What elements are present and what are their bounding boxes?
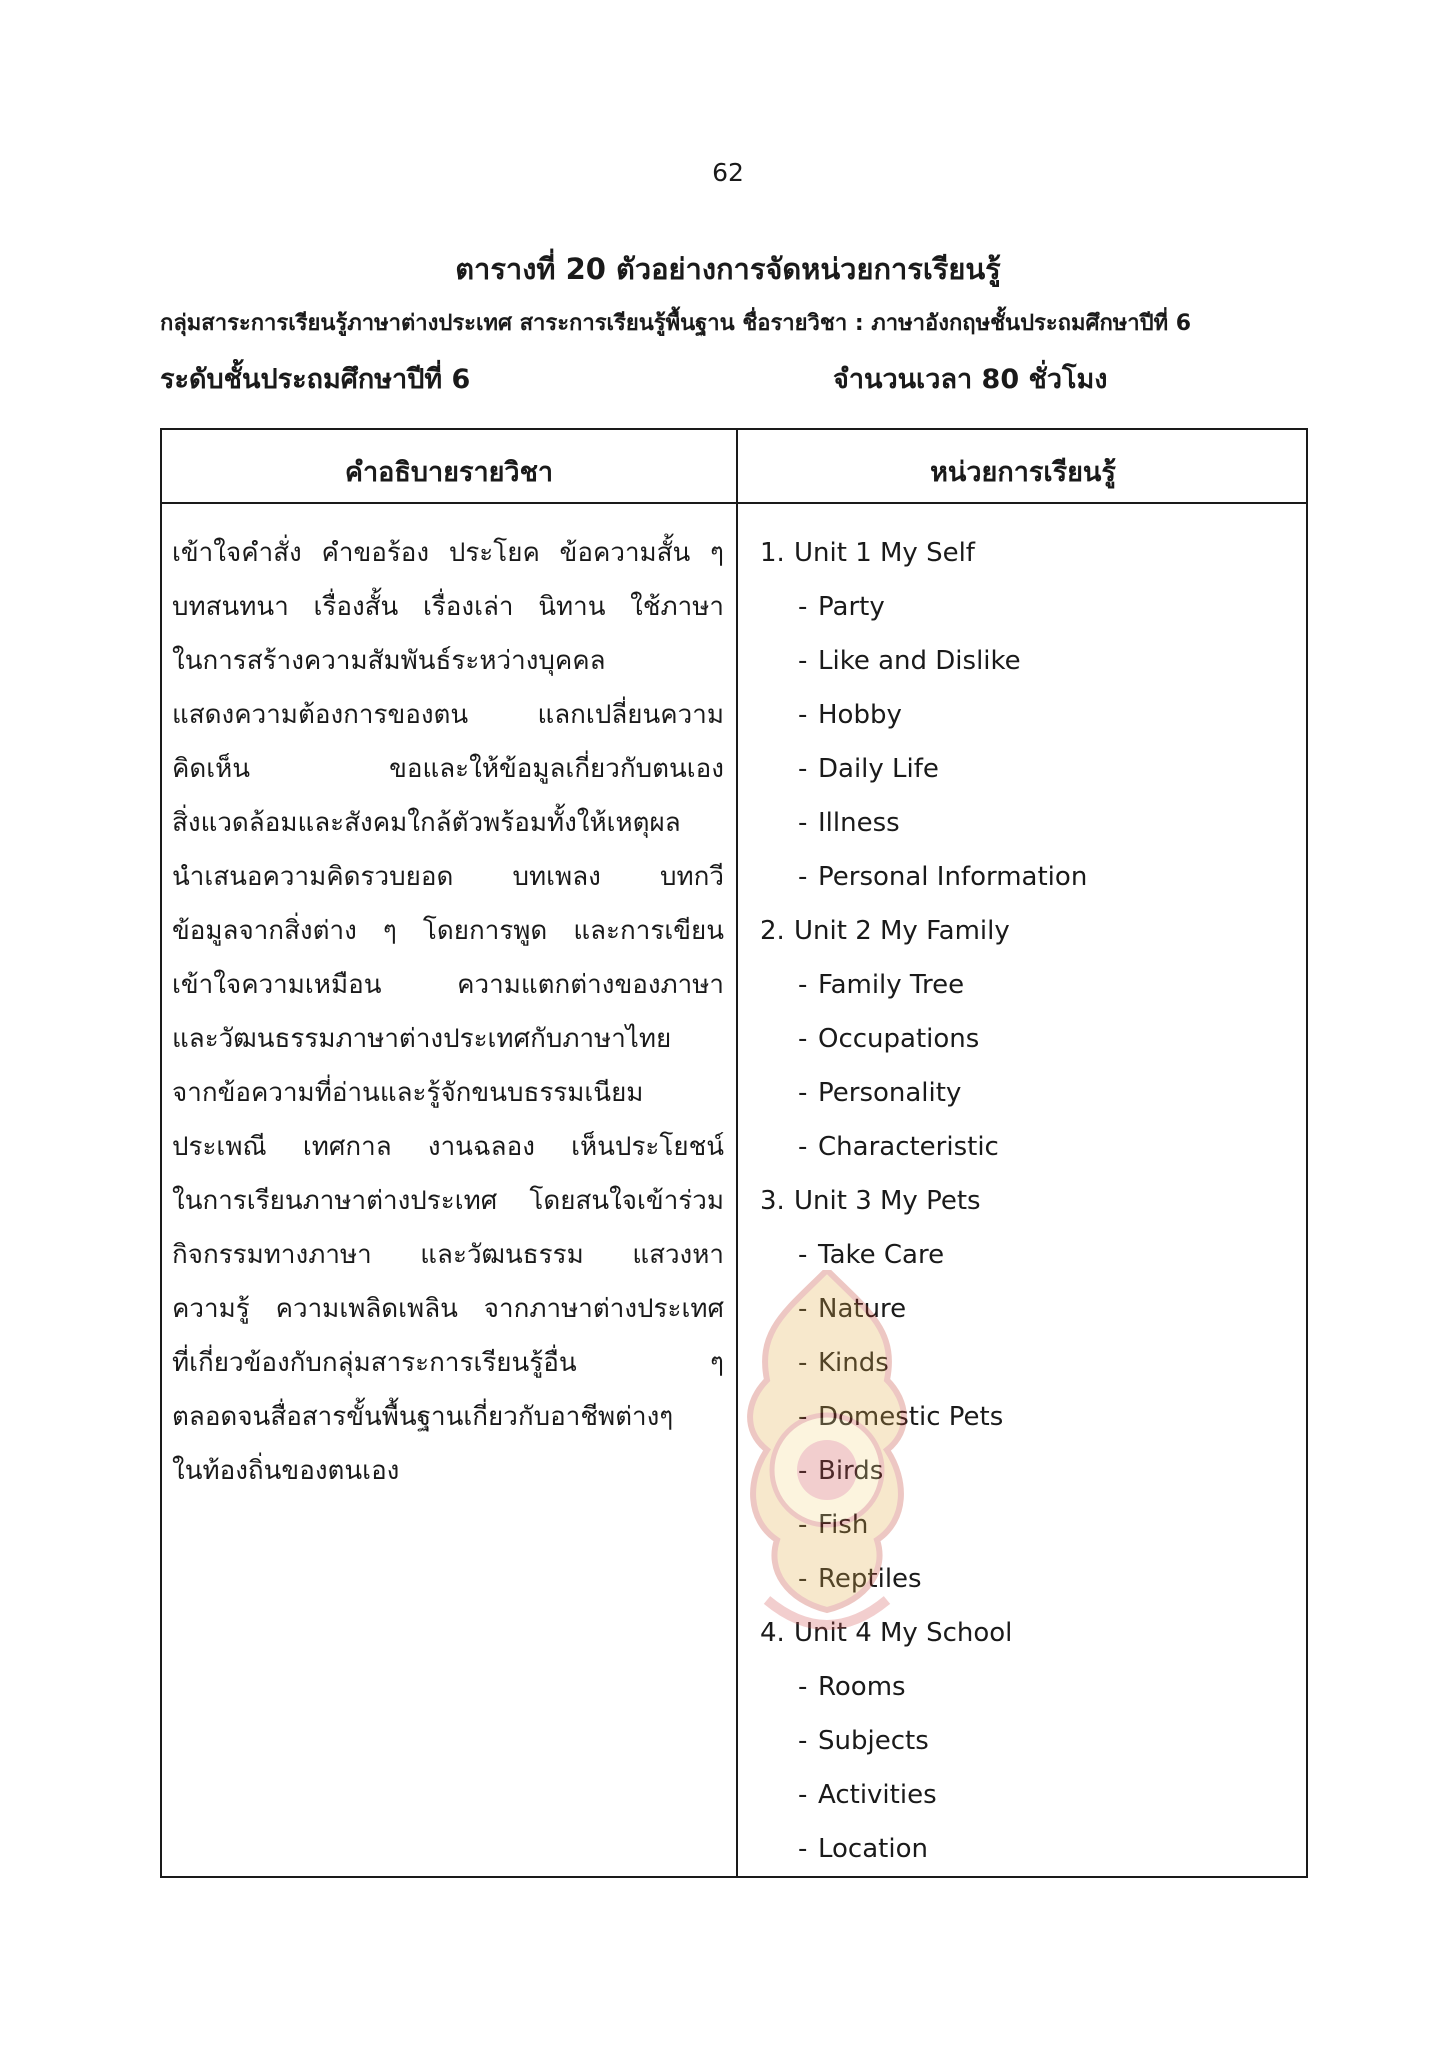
topic-bullet: - [798, 1240, 808, 1270]
topic-bullet: - [798, 1510, 808, 1540]
description-line: ตลอดจนสื่อสารขั้นพื้นฐานเกี่ยวกับอาชีพต่างๆ [172, 1402, 674, 1432]
topic-bullet: - [798, 808, 808, 838]
description-line: นำเสนอความคิดรวบยอด บทเพลง บทกวี [172, 862, 724, 892]
unit-topic [748, 1660, 1288, 1714]
description-line: และวัฒนธรรมภาษาต่างประเทศกับภาษาไทย [172, 1024, 672, 1054]
header-learning-units: หน่วยการเรียนรู้ [930, 457, 1116, 488]
topic-label: Illness [818, 808, 900, 838]
description-line: ในท้องถิ่นของตนเอง [172, 1456, 400, 1486]
unit-number: 1. [760, 538, 785, 568]
topic-label: Family Tree [818, 970, 965, 1000]
unit-topic [748, 1822, 1288, 1876]
topic-label: Party [818, 592, 885, 622]
description-line: ประเพณี เทศกาล งานฉลอง เห็นประโยชน์ [172, 1132, 724, 1162]
document-title: ตารางที่ 20 ตัวอย่างการจัดหน่วยการเรียนรู้ [455, 252, 1001, 286]
topic-label: Daily Life [818, 754, 939, 784]
topic-bullet: - [798, 1132, 808, 1162]
topic-bullet: - [798, 1024, 808, 1054]
unit-title: Unit 3 My Pets [794, 1186, 981, 1216]
description-line: คิดเห็น ขอและให้ข้อมูลเกี่ยวกับตนเอง [172, 754, 724, 784]
topic-label: Hobby [818, 700, 902, 730]
unit-number: 4. [760, 1618, 785, 1648]
topic-label: Rooms [818, 1672, 906, 1702]
description-line: กิจกรรมทางภาษา และวัฒนธรรม แสวงหา [172, 1240, 724, 1270]
topic-bullet: - [798, 754, 808, 784]
page-number: 62 [712, 158, 744, 187]
topic-label: Like and Dislike [818, 646, 1021, 676]
unit-title: Unit 2 My Family [794, 916, 1010, 946]
unit-topic [748, 688, 1288, 742]
topic-bullet: - [798, 1780, 808, 1810]
unit-topic [748, 742, 1288, 796]
topic-label: Domestic Pets [818, 1402, 1004, 1432]
description-line: ในการสร้างความสัมพันธ์ระหว่างบุคคล [172, 646, 606, 676]
topic-label: Personal Information [818, 862, 1088, 892]
topic-bullet: - [798, 1348, 808, 1378]
unit-topic [748, 1768, 1288, 1822]
unit-topic [748, 1012, 1288, 1066]
unit-topic [748, 1444, 1288, 1498]
topic-bullet: - [798, 1672, 808, 1702]
topic-label: Location [818, 1834, 928, 1864]
grade-level: ระดับชั้นประถมศึกษาปีที่ 6 [160, 364, 471, 395]
total-hours: จำนวนเวลา 80 ชั่วโมง [833, 364, 1108, 395]
topic-bullet: - [798, 1834, 808, 1864]
description-line: ข้อมูลจากสิ่งต่าง ๆ โดยการพูด และการเขียน [172, 916, 724, 946]
unit-topic [748, 850, 1288, 904]
description-line: จากข้อความที่อ่านและรู้จักขนบธรรมเนียม [172, 1078, 644, 1108]
unit-topic [748, 1390, 1288, 1444]
topic-label: Activities [818, 1780, 937, 1810]
unit-title: Unit 1 My Self [794, 538, 975, 568]
unit-heading [748, 1174, 1288, 1228]
unit-topic [748, 1498, 1288, 1552]
description-line: บทสนทนา เรื่องสั้น เรื่องเล่า นิทาน ใช้ภาษา [172, 592, 724, 622]
topic-bullet: - [798, 1726, 808, 1756]
unit-number: 2. [760, 916, 785, 946]
topic-label: Occupations [818, 1024, 980, 1054]
unit-heading [748, 1606, 1288, 1660]
course-description [172, 526, 724, 1498]
topic-label: Birds [818, 1456, 884, 1486]
topic-bullet: - [798, 646, 808, 676]
topic-bullet: - [798, 970, 808, 1000]
unit-heading [748, 526, 1288, 580]
topic-label: Kinds [818, 1348, 889, 1378]
topic-label: Nature [818, 1294, 907, 1324]
header-divider [162, 502, 1306, 504]
unit-topic [748, 1282, 1288, 1336]
topic-label: Fish [818, 1510, 869, 1540]
topic-label: Personality [818, 1078, 962, 1108]
topic-bullet: - [798, 1564, 808, 1594]
unit-topic [748, 1066, 1288, 1120]
topic-bullet: - [798, 1456, 808, 1486]
header-course-description: คำอธิบายรายวิชา [344, 457, 554, 488]
unit-topic [748, 1228, 1288, 1282]
unit-topic [748, 1120, 1288, 1174]
topic-bullet: - [798, 862, 808, 892]
topic-label: Take Care [818, 1240, 945, 1270]
unit-title: Unit 4 My School [794, 1618, 1013, 1648]
column-divider [736, 430, 738, 1876]
unit-topic [748, 1714, 1288, 1768]
description-line: สิ่งแวดล้อมและสังคมใกล้ตัวพร้อมทั้งให้เหตุผล [172, 808, 681, 838]
topic-label: Characteristic [818, 1132, 999, 1162]
unit-heading [748, 904, 1288, 958]
document-subtitle: กลุ่มสาระการเรียนรู้ภาษาต่างประเทศ สาระการเรียนรู้พื้นฐาน ชื่อรายวิชา : ภาษาอังกฤษชั้นประถมศึกษาปีที่ 6 [160, 311, 1192, 336]
topic-bullet: - [798, 1294, 808, 1324]
description-line: เข้าใจความเหมือน ความแตกต่างของภาษา [172, 970, 724, 1000]
description-line: ในการเรียนภาษาต่างประเทศ โดยสนใจเข้าร่วม [172, 1186, 724, 1216]
description-line: ที่เกี่ยวข้องกับกลุ่มสาระการเรียนรู้อื่น ๆ [172, 1348, 724, 1378]
course-table [160, 428, 1308, 1878]
topic-bullet: - [798, 1078, 808, 1108]
topic-label: Reptiles [818, 1564, 922, 1594]
description-line: แสดงความต้องการของตน แลกเปลี่ยนความ [172, 700, 724, 730]
description-line: เข้าใจคำสั่ง คำขอร้อง ประโยค ข้อความสั้น ๆ [172, 538, 724, 568]
unit-number: 3. [760, 1186, 785, 1216]
unit-topic [748, 796, 1288, 850]
learning-units-list [748, 526, 1288, 1876]
topic-bullet: - [798, 592, 808, 622]
topic-label: Subjects [818, 1726, 929, 1756]
unit-topic [748, 580, 1288, 634]
unit-topic [748, 1552, 1288, 1606]
unit-topic [748, 634, 1288, 688]
topic-bullet: - [798, 700, 808, 730]
description-line: ความรู้ ความเพลิดเพลิน จากภาษาต่างประเทศ [172, 1294, 724, 1324]
topic-bullet: - [798, 1402, 808, 1432]
unit-topic [748, 958, 1288, 1012]
unit-topic [748, 1336, 1288, 1390]
